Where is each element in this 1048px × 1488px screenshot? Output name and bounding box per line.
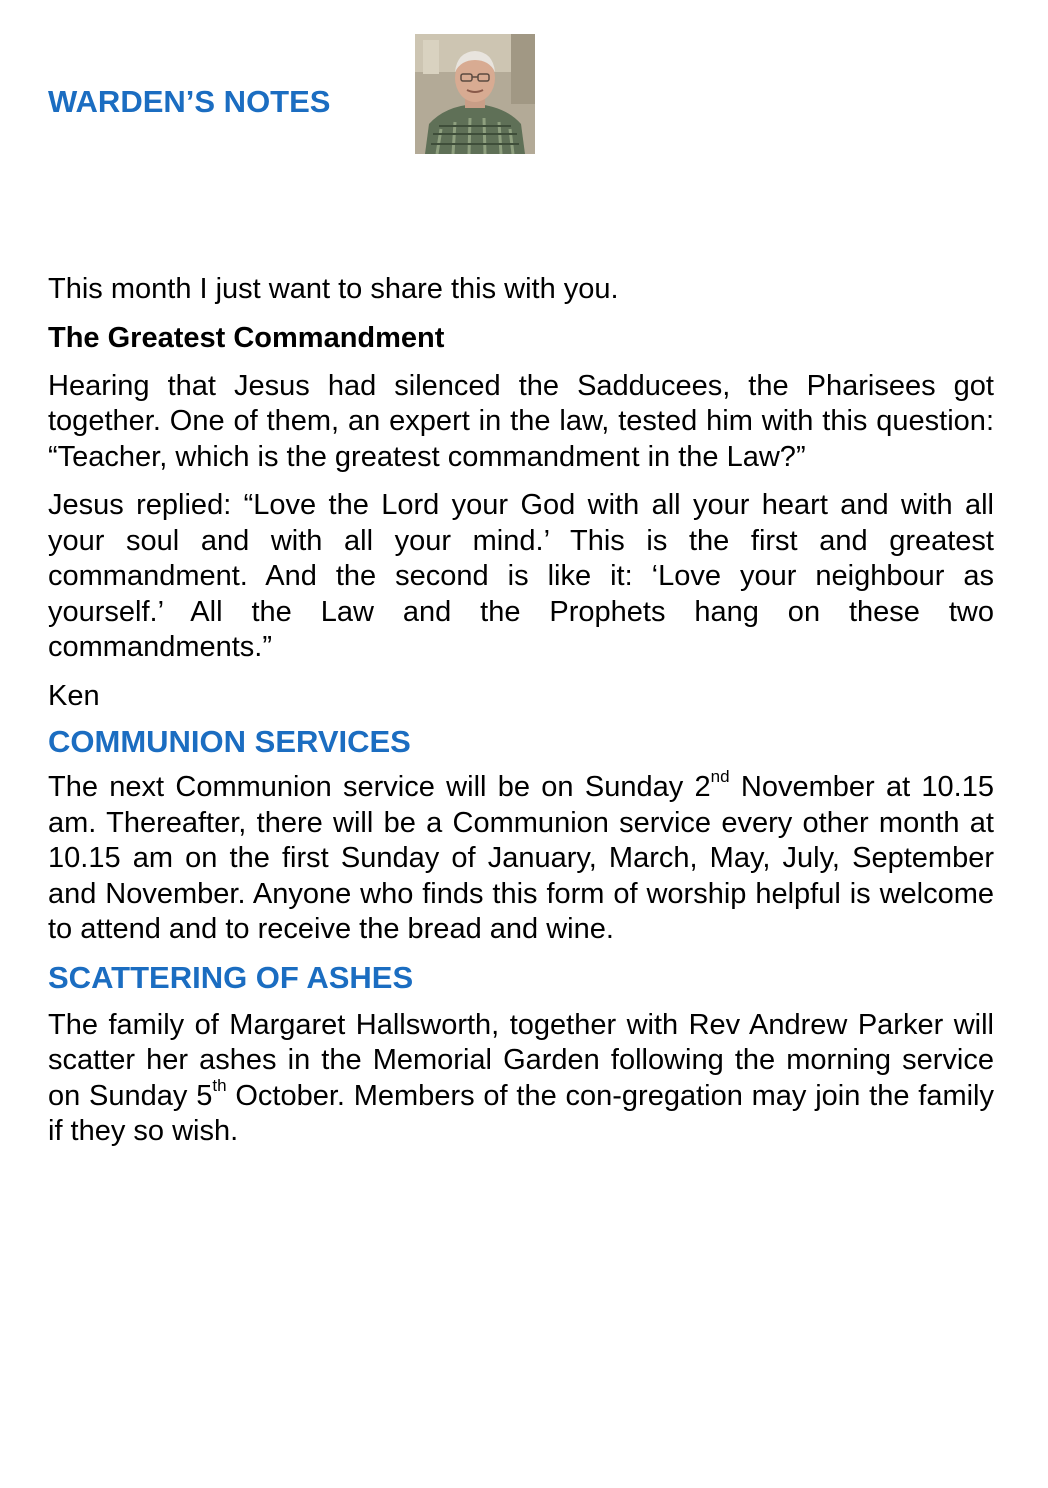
- commandment-paragraph-1: Hearing that Jesus had silenced the Sadducees, the Pharisees got together. One of them, an expert in the law, tested him with this question: “Teacher, which is the greatest commandment in the Law?”: [48, 369, 994, 473]
- warden-notes-heading: WARDEN’S NOTES: [48, 84, 331, 119]
- communion-paragraph: [48, 767, 995, 948]
- ashes-text-start: The family of Margaret Hallsworth, together with Rev Andrew Parker will scatter her ashes in the Memorial Garden following the morning service on Sunday 5: [48, 1008, 994, 1112]
- communion-text-start: The next Communion service will be on Sunday 2: [48, 771, 711, 803]
- ashes-paragraph: [48, 1008, 994, 1150]
- warden-notes-header: [48, 34, 994, 154]
- intro-text: This month I just want to share this with you.: [48, 273, 619, 305]
- signature: Ken: [48, 679, 100, 712]
- communion-date-suffix: nd: [710, 767, 730, 786]
- ashes-text-end: October. Members of the con-gregation may join the family if they so wish.: [48, 1079, 995, 1147]
- communion-services-heading: COMMUNION SERVICES: [48, 724, 411, 759]
- scattering-of-ashes-heading: SCATTERING OF ASHES: [48, 959, 414, 995]
- ashes-date-suffix: th: [212, 1075, 227, 1095]
- portrait-photo: [415, 34, 535, 154]
- commandment-paragraph-2: Jesus replied: “Love the Lord your God with all your heart and with all your soul and with all your mind.’ This is the first and greatest commandment. And the second is like it: ‘Love your neighbour as yourself.’ All the Law and the Prophets hang on these two commandments.”: [48, 489, 994, 663]
- greatest-commandment-title: The Greatest Commandment: [48, 321, 445, 354]
- communion-text-end: November at 10.15 am. Thereafter, there will be a Communion service every other month at 10.15 am on the first Sunday of January, March, May, July, September and November. Anyone who finds this form of worship helpful is welcome to attend and to receive the bread and wine.: [48, 771, 995, 945]
- page-content: [48, 272, 994, 1150]
